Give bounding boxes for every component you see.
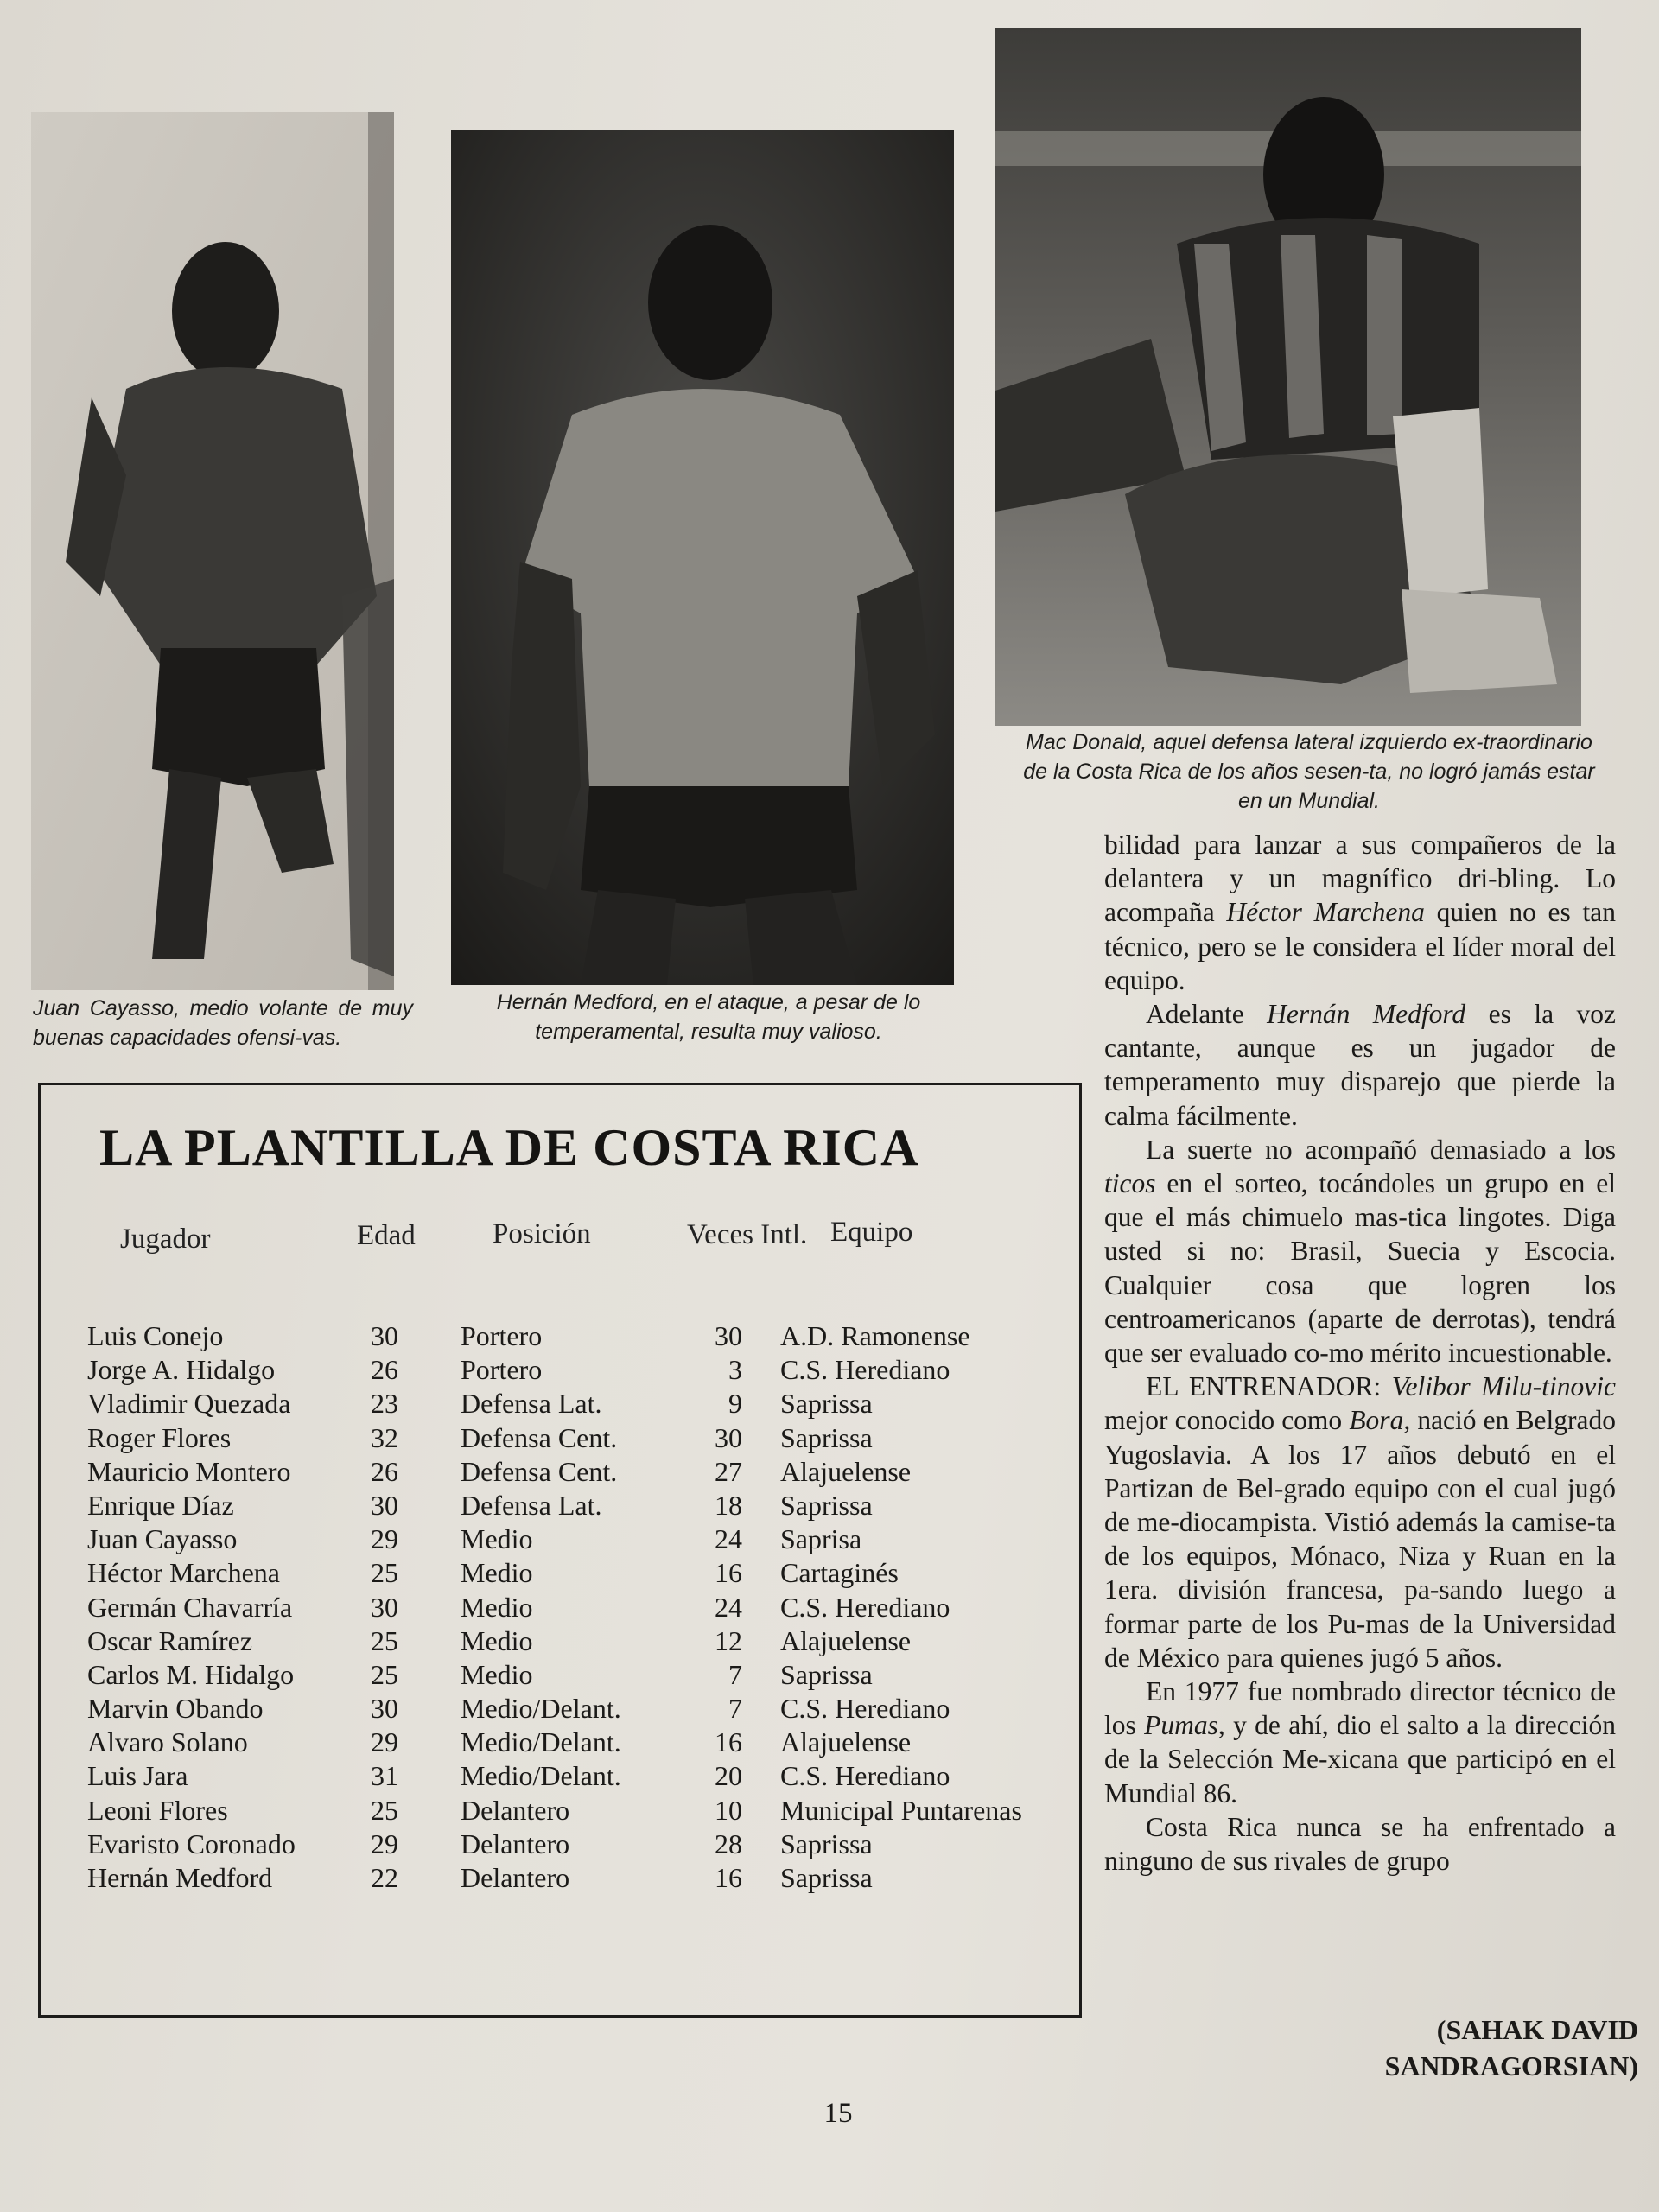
player-age: 32	[371, 1421, 398, 1453]
player-caps: 24	[715, 1523, 742, 1555]
table-row	[41, 1388, 1079, 1421]
player-team: A.D. Ramonense	[780, 1320, 970, 1351]
player-caps: 27	[715, 1455, 742, 1487]
player-name: Evaristo Coronado	[87, 1827, 296, 1859]
italic-word: Bora,	[1349, 1405, 1411, 1436]
article-paragraph	[1104, 1370, 1616, 1675]
header-player: Jugador	[120, 1224, 211, 1255]
player-caps: 3	[728, 1354, 742, 1386]
player-name: Hernán Medford	[87, 1862, 273, 1893]
table-row	[41, 1726, 1079, 1760]
text-run: , y de ahí, dio el salto a la dirección de la Selección Me-xicana que participó en el Mundial 86.	[1104, 1710, 1617, 1808]
player-caps: 9	[728, 1388, 742, 1420]
player-team: Municipal Puntarenas	[780, 1794, 1022, 1826]
player-caps: 30	[715, 1320, 742, 1351]
player-position: Medio/Delant.	[461, 1693, 621, 1725]
player-caps: 28	[715, 1827, 742, 1859]
caption-juan-cayasso: Juan Cayasso, medio volante de muy buenas capacidades ofensi-vas.	[33, 996, 413, 1050]
text-run: Adelante	[1146, 999, 1268, 1030]
table-row	[41, 1592, 1079, 1625]
player-name: Jorge A. Hidalgo	[87, 1354, 276, 1386]
table-row	[41, 1422, 1079, 1456]
player-age: 30	[371, 1320, 398, 1351]
player-team: Saprissa	[780, 1489, 873, 1521]
text-run: quien no es tan técnico, pero se le considera el líder moral del equipo.	[1104, 897, 1616, 995]
table-row	[41, 1760, 1079, 1794]
text-run: En 1977 fue nombrado director técnico de los	[1104, 1676, 1616, 1741]
article-paragraph	[1104, 1133, 1616, 1370]
player-age: 30	[371, 1489, 398, 1521]
player-name: Carlos M. Hidalgo	[87, 1658, 295, 1690]
player-name: Mauricio Montero	[87, 1455, 291, 1487]
player-position: Medio	[461, 1624, 533, 1656]
player-name: Juan Cayasso	[87, 1523, 238, 1555]
table-row	[41, 1659, 1079, 1693]
player-team: Saprissa	[780, 1658, 873, 1690]
table-row	[41, 1795, 1079, 1828]
player-caps: 18	[715, 1489, 742, 1521]
player-position: Defensa Lat.	[461, 1489, 602, 1521]
table-row	[41, 1862, 1079, 1896]
table-row	[41, 1456, 1079, 1490]
player-age: 23	[371, 1388, 398, 1420]
text-run: bilidad para lanzar a sus compañeros de la delantera y un magnífico dri-bling. Lo acompaña	[1104, 830, 1616, 928]
player-position: Medio/Delant.	[461, 1760, 621, 1792]
player-position: Medio	[461, 1557, 533, 1589]
player-position: Portero	[461, 1320, 543, 1351]
player-position: Defensa Cent.	[461, 1455, 618, 1487]
roster-title: LA PLANTILLA DE COSTA RICA	[99, 1119, 919, 1176]
player-caps: 24	[715, 1591, 742, 1623]
text-run: Costa Rica nunca se ha enfrentado a ninguno de sus rivales de grupo	[1104, 1811, 1616, 1877]
text-run: La suerte no acompañó demasiado a los	[1146, 1134, 1616, 1165]
player-name: Luis Conejo	[87, 1320, 224, 1351]
player-team: Saprissa	[780, 1827, 873, 1859]
player-position: Medio	[461, 1658, 533, 1690]
player-team: C.S. Herediano	[780, 1591, 950, 1623]
player-age: 30	[371, 1693, 398, 1725]
player-name: Alvaro Solano	[87, 1726, 248, 1758]
roster-table	[38, 1083, 1082, 2018]
player-position: Delantero	[461, 1794, 570, 1826]
player-age: 26	[371, 1354, 398, 1386]
player-name: Enrique Díaz	[87, 1489, 234, 1521]
player-caps: 16	[715, 1726, 742, 1758]
article-paragraph	[1104, 1810, 1616, 1878]
player-caps: 16	[715, 1557, 742, 1589]
author-signature	[1327, 2012, 1638, 2084]
article-paragraph	[1104, 1675, 1616, 1810]
player-caps: 7	[728, 1658, 742, 1690]
photo-mac-donald	[995, 28, 1581, 726]
table-row	[41, 1693, 1079, 1726]
player-age: 29	[371, 1827, 398, 1859]
table-row	[41, 1557, 1079, 1591]
player-position: Medio	[461, 1523, 533, 1555]
player-name: Leoni Flores	[87, 1794, 228, 1826]
caption-mac-donald: Mac Donald, aquel defensa lateral izquierdo ex-traordinario de la Costa Rica de los años sesen-ta, no logró jamás estar en un Mundial.	[1023, 730, 1595, 813]
player-team: Saprissa	[780, 1862, 873, 1893]
player-age: 31	[371, 1760, 398, 1792]
coach-name-italic: Velibor Milu-tinovic	[1391, 1371, 1616, 1402]
table-row	[41, 1354, 1079, 1388]
italic-word: Pumas	[1144, 1710, 1218, 1741]
photo-juan-cayasso	[31, 112, 394, 990]
italic-word: ticos	[1104, 1168, 1156, 1199]
caption-hernan-medford: Hernán Medford, en el ataque, a pesar de lo temperamental, resulta muy valioso.	[496, 990, 921, 1044]
text-run: nació en Belgrado Yugoslavia. A los 17 años debutó en el Partizan de Bel-grado equipo con el cual jugó de me-diocampista. Vistió además la camise-ta de los equipos, Mónaco, Niza y Ruan en la 1era. división francesa, pa-sando luego a formar parte de los Pu-mas de la Universidad de México para quienes jugó 5 años.	[1104, 1405, 1616, 1673]
player-team: Saprissa	[780, 1388, 873, 1420]
player-age: 25	[371, 1557, 398, 1589]
player-team: Alajuelense	[780, 1726, 912, 1758]
player-caps: 20	[715, 1760, 742, 1792]
table-row	[41, 1320, 1079, 1354]
player-caps: 10	[715, 1794, 742, 1826]
article-paragraph	[1104, 828, 1616, 997]
text-run: en el sorteo, tocándoles un grupo en el que el más chimuelo mas-tica lingotes. Diga usted si no: Brasil, Suecia y Escocia. Cualquier cosa que logren los centroamericanos (aparte de derrotas), tendrá que ser evaluado co-mo mérito incuestionable.	[1104, 1168, 1616, 1369]
player-team: Cartaginés	[780, 1557, 899, 1589]
player-name-italic: Héctor Marchena	[1226, 897, 1425, 928]
player-position: Medio/Delant.	[461, 1726, 621, 1758]
player-position: Delantero	[461, 1827, 570, 1859]
header-team: Equipo	[830, 1217, 913, 1248]
player-name: Luis Jara	[87, 1760, 188, 1792]
player-name: Héctor Marchena	[87, 1557, 280, 1589]
signature-line: (SAHAK DAVID	[1436, 2014, 1638, 2045]
player-caps: 12	[715, 1624, 742, 1656]
player-name: Germán Chavarría	[87, 1591, 293, 1623]
player-team: Alajuelense	[780, 1624, 912, 1656]
player-age: 25	[371, 1658, 398, 1690]
player-position: Medio	[461, 1591, 533, 1623]
player-age: 22	[371, 1862, 398, 1893]
player-age: 25	[371, 1624, 398, 1656]
player-position: Defensa Lat.	[461, 1388, 602, 1420]
player-name: Roger Flores	[87, 1421, 232, 1453]
page-number: 15	[823, 2098, 853, 2129]
player-team: Saprisa	[780, 1523, 862, 1555]
player-age: 25	[371, 1794, 398, 1826]
article-paragraph	[1104, 997, 1616, 1133]
player-position: Defensa Cent.	[461, 1421, 618, 1453]
text-run: EL ENTRENADOR:	[1146, 1371, 1392, 1402]
player-name: Oscar Ramírez	[87, 1624, 253, 1656]
header-position: Posición	[493, 1218, 591, 1249]
player-age: 29	[371, 1523, 398, 1555]
text-run: es la voz cantante, aunque es un jugador de temperamento muy disparejo que pierde la calma fácilmente.	[1104, 999, 1616, 1131]
player-position: Delantero	[461, 1862, 570, 1893]
player-team: C.S. Herediano	[780, 1354, 950, 1386]
table-row	[41, 1523, 1079, 1557]
player-age: 26	[371, 1455, 398, 1487]
article-text	[1104, 828, 1616, 1878]
header-age: Edad	[357, 1220, 416, 1251]
player-age: 30	[371, 1591, 398, 1623]
roster-rows	[41, 1320, 1079, 1896]
player-position: Portero	[461, 1354, 543, 1386]
text-run: mejor conocido como	[1104, 1405, 1350, 1436]
table-row	[41, 1490, 1079, 1523]
player-name: Vladimir Quezada	[87, 1388, 291, 1420]
player-team: Alajuelense	[780, 1455, 912, 1487]
player-team: Saprissa	[780, 1421, 873, 1453]
signature-line: SANDRAGORSIAN)	[1384, 2050, 1638, 2082]
table-row	[41, 1828, 1079, 1862]
header-caps: Veces Intl.	[687, 1219, 808, 1250]
player-age: 29	[371, 1726, 398, 1758]
player-name-italic: Hernán Medford	[1267, 999, 1466, 1030]
player-team: C.S. Herediano	[780, 1760, 950, 1792]
player-name: Marvin Obando	[87, 1693, 264, 1725]
player-caps: 7	[728, 1693, 742, 1725]
player-caps: 30	[715, 1421, 742, 1453]
player-caps: 16	[715, 1862, 742, 1893]
photo-hernan-medford	[451, 130, 954, 985]
player-team: C.S. Herediano	[780, 1693, 950, 1725]
table-row	[41, 1625, 1079, 1659]
